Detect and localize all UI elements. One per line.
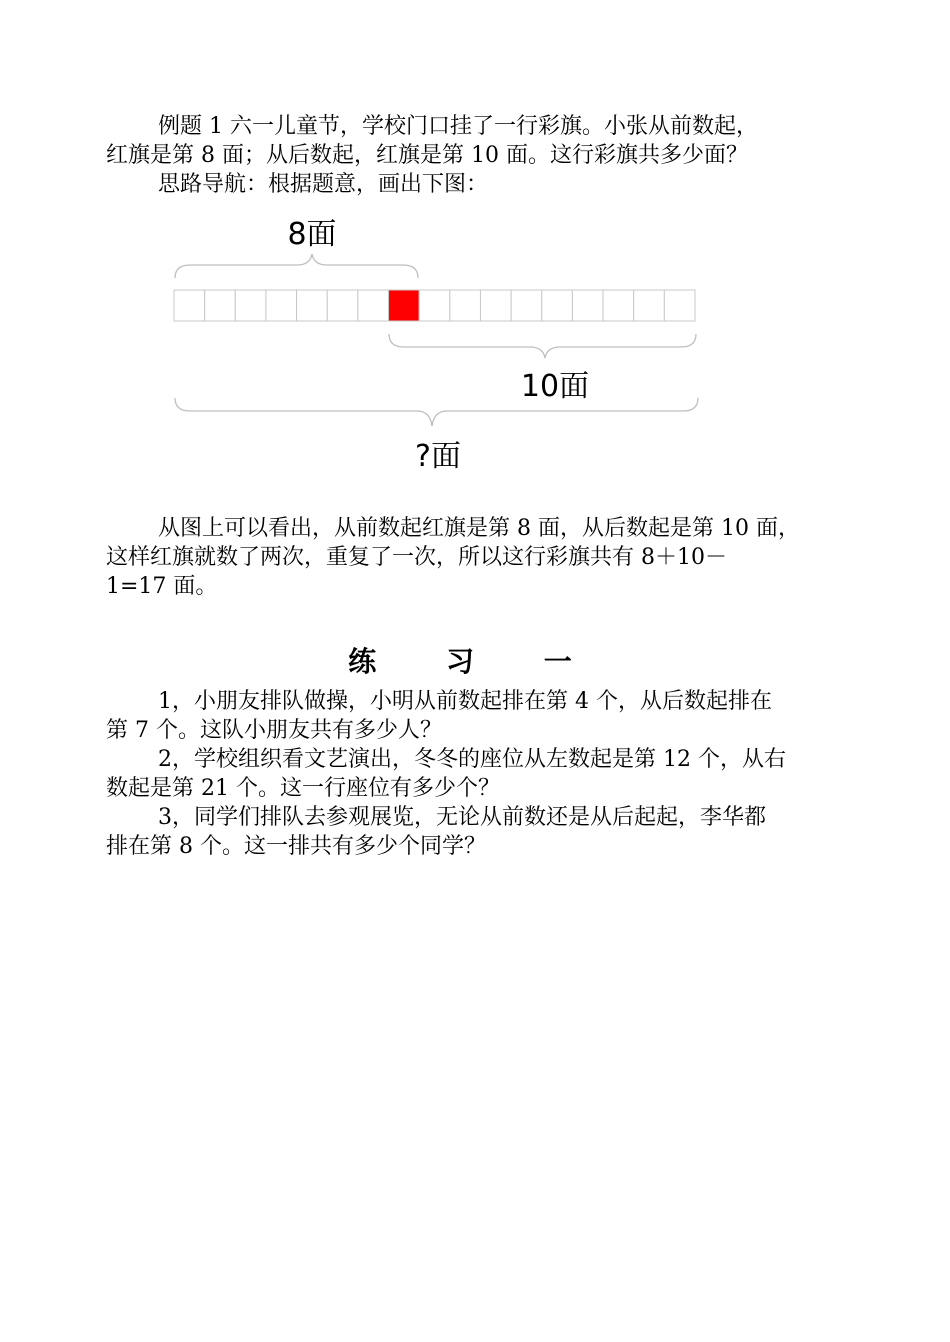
question-2-line-1: 2，学校组织看文艺演出，冬冬的座位从左数起是第 12 个，从右: [158, 747, 786, 772]
flag-cell: [634, 290, 665, 321]
label-front-count: 8面: [287, 217, 337, 252]
question-2-line-2: 数起是第 21 个。这一行座位有多少个？: [106, 776, 500, 801]
explanation-line-3: 1=17 面。: [106, 574, 218, 599]
flag-cell: [327, 290, 358, 321]
example-line-3: 思路导航：根据题意，画出下图：: [158, 172, 489, 197]
exercise-questions: [106, 687, 848, 861]
flag-cell: [266, 290, 297, 321]
flag-cell: [174, 290, 205, 321]
example-line-1: 例题 1 六一儿童节，学校门口挂了一行彩旗。小张从前数起，: [158, 114, 758, 139]
brace-front: [175, 254, 418, 278]
brace-total: [175, 398, 698, 426]
exercise-title: 练 习 一: [348, 645, 602, 678]
flag-cell: [572, 290, 603, 321]
flag-diagram: [0, 0, 950, 520]
question-3-line-2: 排在第 8 个。这一排共有多少个同学？: [106, 834, 486, 859]
question-1-line-1: 1，小朋友排队做操，小明从前数起排在第 4 个，从后数起排在: [158, 689, 772, 714]
label-back-count: 10面: [520, 369, 590, 404]
flag-cell: [297, 290, 328, 321]
flag-cell: [664, 290, 695, 321]
explanation-line-2: 这样红旗就数了两次，重复了一次，所以这行彩旗共有 8＋10－: [106, 545, 727, 570]
flag-cell: [542, 290, 573, 321]
flag-cell: [235, 290, 266, 321]
red-flag: [389, 290, 420, 321]
example-problem: [106, 112, 848, 199]
flag-cell: [603, 290, 634, 321]
flag-cell: [419, 290, 450, 321]
flag-cell: [450, 290, 481, 321]
brace-back: [389, 334, 696, 358]
explanation: [106, 514, 848, 601]
flag-cell: [205, 290, 236, 321]
question-1-line-2: 第 7 个。这队小朋友共有多少人？: [106, 718, 442, 743]
flag-row: [174, 290, 695, 321]
flag-cell: [480, 290, 511, 321]
question-3-line-1: 3，同学们排队去参观展览，无论从前数还是从后起起，李华都: [158, 805, 766, 830]
explanation-line-1: 从图上可以看出，从前数起红旗是第 8 面，从后数起是第 10 面，: [158, 516, 800, 541]
flag-cell: [511, 290, 542, 321]
label-total-count: ?面: [415, 439, 461, 474]
example-line-2: 红旗是第 8 面；从后数起，红旗是第 10 面。这行彩旗共多少面？: [106, 143, 748, 168]
flag-cell: [358, 290, 389, 321]
